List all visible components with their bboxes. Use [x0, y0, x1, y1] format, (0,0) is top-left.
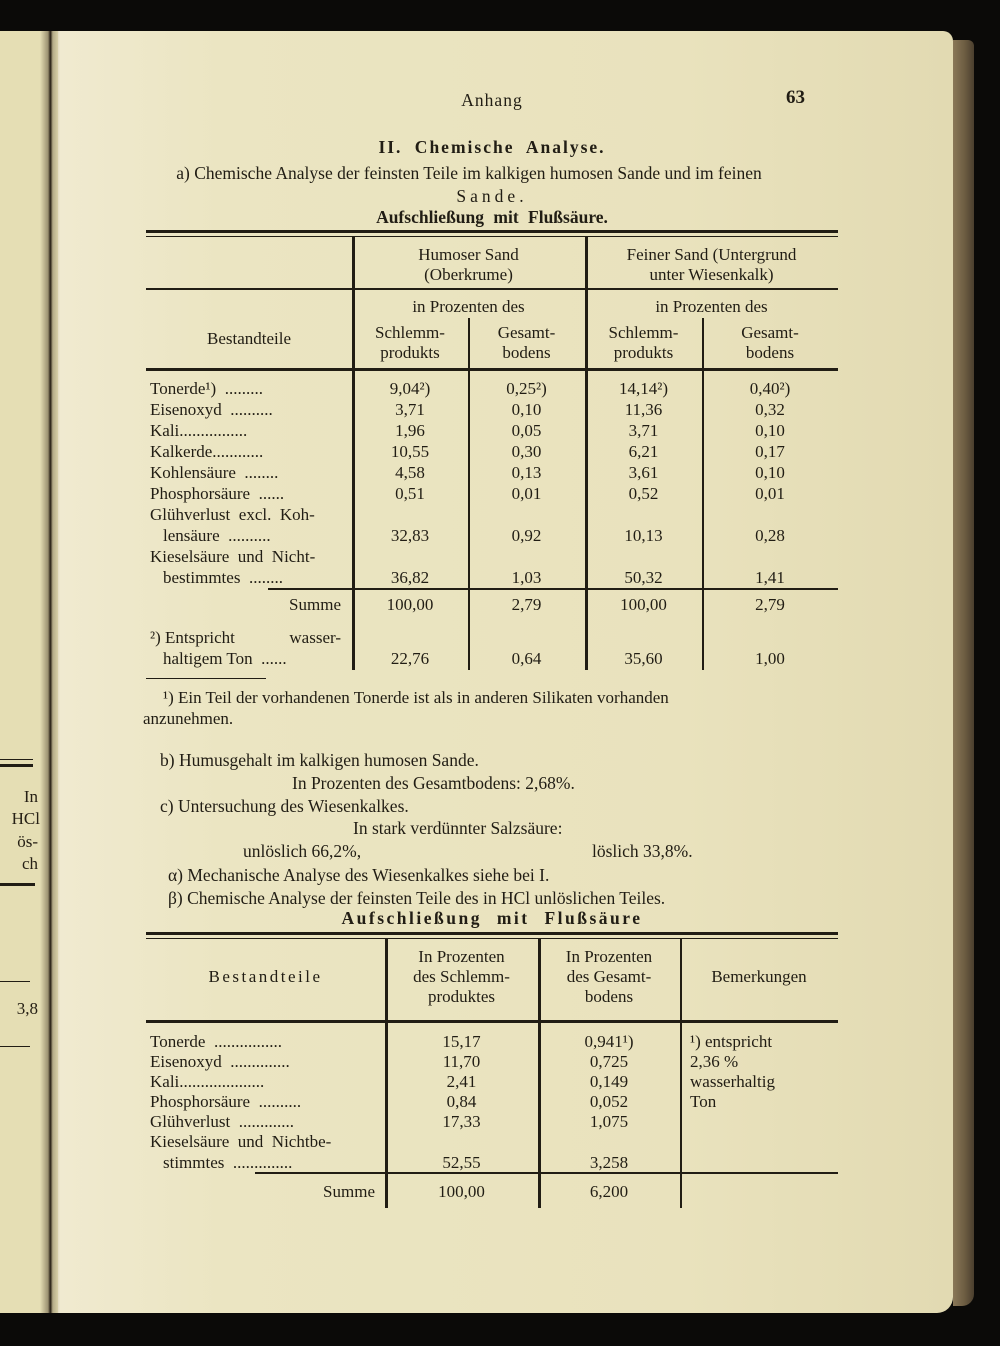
- table-row: [146, 378, 838, 399]
- cell-value: 0,01: [511, 484, 542, 503]
- note-label: wasser-: [289, 628, 341, 647]
- table-note-row: [146, 627, 838, 648]
- cell-value: 11,70: [442, 1052, 481, 1071]
- cell-value: 0,28: [755, 526, 785, 545]
- section-c-soluble: löslich 33,8%.: [592, 841, 693, 861]
- cell-value: 32,83: [390, 526, 430, 545]
- cell-value: 1,41: [755, 568, 785, 587]
- footnote-1-line2: anzunehmen.: [143, 709, 234, 728]
- table-summe-row: [146, 1181, 838, 1201]
- summe-label: Summe: [289, 595, 341, 614]
- cell-value: 3,61: [628, 463, 659, 482]
- cell-value: 0,13: [511, 463, 542, 482]
- cell-value: 100,00: [386, 595, 434, 614]
- cell-value: 100,00: [620, 595, 667, 614]
- cell-value: 11,36: [624, 400, 663, 419]
- table-row: [146, 441, 838, 462]
- cell-value: 1,075: [589, 1112, 629, 1131]
- table1-group2-header: Feiner Sand (Untergrund: [626, 245, 797, 264]
- table2-col2-header: In Prozenten: [418, 947, 505, 966]
- table-row: [146, 1091, 838, 1111]
- section-beta: β) Chemische Analyse der feinsten Teile des in HCl unlöslichen Teiles.: [168, 888, 666, 908]
- cell-value: 0,92: [511, 526, 542, 545]
- cell-value: 22,76: [390, 649, 430, 668]
- section-c-detail: In stark verdünnter Salzsäure:: [353, 818, 563, 838]
- table-summe-row: [146, 594, 838, 615]
- cell-value: 0,17: [755, 442, 785, 461]
- table1-top-rule2: [146, 236, 838, 237]
- table2-col3-header3: bodens: [584, 987, 634, 1006]
- cell-value: 3,71: [628, 421, 659, 440]
- table1-subcol2b: bodens: [502, 343, 551, 362]
- cell-value: 1,00: [755, 649, 785, 668]
- table2-summe-rule: [255, 1172, 838, 1174]
- table1-subcol1: Schlemm-: [375, 323, 445, 342]
- cell-value: 0,51: [395, 484, 425, 503]
- table-row: [146, 1131, 838, 1151]
- table2-body-rule: [146, 1020, 838, 1023]
- table1-percent-header2: in Prozenten des: [655, 297, 768, 316]
- left-page-rule: [0, 764, 33, 767]
- cell-value: 0,40²): [749, 379, 791, 398]
- cell-value: 0,05: [511, 421, 542, 440]
- cell-value: 2,41: [446, 1072, 477, 1091]
- table2-col4-header: Bemerkungen: [711, 967, 807, 986]
- table1-top-rule: [146, 230, 838, 233]
- footnote-1-line1: ¹) Ein Teil der vorhandenen Tonerde ist als in anderen Silikaten vorhanden: [163, 688, 669, 707]
- table2-col3-header: In Prozenten: [565, 947, 653, 966]
- cell-value: 4,58: [395, 463, 425, 482]
- table-row: [146, 546, 838, 567]
- section-c-insoluble: unlöslich 66,2%,: [243, 841, 362, 861]
- cell-value: 17,33: [442, 1112, 481, 1131]
- table1-group1-header: Humoser Sand: [418, 245, 519, 264]
- subheading-a-line2: Sande.: [456, 186, 528, 206]
- cell-value: 0,10: [511, 400, 542, 419]
- cell-value: 0,32: [755, 400, 785, 419]
- section-b: b) Humusgehalt im kalkigen humosen Sande.: [160, 750, 479, 770]
- section-c: c) Untersuchung des Wiesenkalkes.: [160, 796, 409, 816]
- cell-value: 0,64: [511, 649, 542, 668]
- left-page-text-fragment: HCl: [11, 809, 40, 828]
- table1-body-rule: [146, 368, 838, 371]
- left-page-rule: [0, 981, 30, 982]
- row-label: stimmtes ..............: [163, 1153, 293, 1172]
- row-label: Kohlensäure ........: [150, 463, 279, 482]
- table2-top-rule2: [146, 938, 838, 939]
- cell-value: 1,96: [395, 421, 425, 440]
- table-row: [146, 1111, 838, 1131]
- running-header: Anhang: [461, 90, 523, 110]
- remark: wasserhaltig: [690, 1072, 775, 1091]
- cell-value: 3,71: [395, 400, 425, 419]
- table-row: [146, 1051, 838, 1071]
- table1-summe-rule: [268, 588, 838, 590]
- table2-top-rule: [146, 932, 838, 935]
- cell-value: 0,01: [755, 484, 785, 503]
- table-row: [146, 567, 838, 588]
- table1-group1-header2: (Oberkrume): [424, 265, 513, 284]
- table1-bestandteile-header: Bestandteile: [206, 329, 292, 348]
- table1-group2-header2: unter Wiesenkalk): [649, 265, 774, 284]
- row-label: Kali....................: [150, 1072, 265, 1091]
- subheading-a-line1: a) Chemische Analyse der feinsten Teile im kalkigen humosen Sande und im feinen: [176, 163, 762, 183]
- row-label: Kieselsäure und Nicht-: [150, 547, 316, 566]
- cell-value: 0,149: [589, 1072, 629, 1091]
- cell-value: 2,79: [511, 595, 542, 614]
- table-row: [146, 504, 838, 525]
- cell-value: 0,10: [755, 463, 785, 482]
- row-label: Glühverlust .............: [150, 1112, 295, 1131]
- cell-value: 6,200: [589, 1182, 629, 1201]
- cell-value: 14,14²): [618, 379, 668, 398]
- cell-value: 15,17: [442, 1032, 481, 1051]
- cell-value: 10,55: [390, 442, 430, 461]
- table1-subcol3: Schlemm-: [608, 323, 679, 342]
- row-label: Eisenoxyd ..............: [150, 1052, 290, 1071]
- table1-percent-header1: in Prozenten des: [412, 297, 525, 316]
- cell-value: 0,725: [589, 1052, 629, 1071]
- cell-value: 0,941¹): [584, 1032, 634, 1051]
- cell-value: 0,052: [589, 1092, 629, 1111]
- table-row: [146, 1031, 838, 1051]
- section-heading: II. Chemische Analyse.: [378, 137, 606, 157]
- table2-col2-header2: des Schlemm-: [413, 967, 510, 986]
- summe-label: Summe: [323, 1182, 375, 1201]
- cell-value: 100,00: [438, 1182, 485, 1201]
- table2-col3-header2: des Gesamt-: [566, 967, 652, 986]
- table2-col2-header3: produktes: [427, 987, 496, 1006]
- table-row: [146, 1152, 838, 1172]
- note-label: haltigem Ton ......: [163, 649, 287, 668]
- table1-subcol1b: produkts: [380, 343, 440, 362]
- table2-col1-header: Bestandteile: [208, 967, 323, 986]
- left-page-rule: [0, 759, 33, 760]
- row-label: Tonerde¹) .........: [150, 379, 263, 398]
- row-label: Kieselsäure und Nichtbe-: [150, 1132, 332, 1151]
- cell-value: 0,84: [446, 1092, 477, 1111]
- table-row: [146, 1071, 838, 1091]
- left-page-text-fragment: ös-: [17, 832, 38, 851]
- row-label: lensäure ..........: [163, 526, 271, 545]
- cell-value: 0,25²): [506, 379, 547, 398]
- cell-value: 9,04²): [389, 379, 431, 398]
- table-row: [146, 399, 838, 420]
- table1-subcol2: Gesamt-: [497, 323, 556, 342]
- table1-header-rule: [146, 288, 838, 290]
- cell-value: 10,13: [624, 526, 663, 545]
- table-row: [146, 420, 838, 441]
- section-alpha: α) Mechanische Analyse des Wiesenkalkes siehe bei I.: [168, 865, 550, 885]
- row-label: Eisenoxyd ..........: [150, 400, 273, 419]
- remark: Ton: [690, 1092, 717, 1111]
- cell-value: 3,258: [589, 1153, 629, 1172]
- book-gutter: [40, 31, 60, 1313]
- cell-value: 35,60: [624, 649, 663, 668]
- footnote-separator: [146, 678, 266, 679]
- cell-value: 6,21: [628, 442, 659, 461]
- table1-subcol4b: bodens: [745, 343, 795, 362]
- cell-value: 1,03: [511, 568, 542, 587]
- cell-value: 0,52: [628, 484, 659, 503]
- cell-value: 36,82: [390, 568, 430, 587]
- table-note-row: [146, 648, 838, 669]
- cell-value: 0,30: [511, 442, 542, 461]
- table1-subcol4: Gesamt-: [741, 323, 799, 342]
- cell-value: 2,79: [755, 595, 785, 614]
- table1-subcol3b: produkts: [613, 343, 674, 362]
- row-label: Glühverlust excl. Koh-: [150, 505, 315, 524]
- table2-title: Aufschließung mit Flußsäure: [341, 908, 643, 928]
- note-label: ²) Entspricht: [150, 628, 235, 647]
- table-row: [146, 483, 838, 504]
- row-label: Kali................: [150, 421, 248, 440]
- cell-value: 50,32: [624, 568, 663, 587]
- table-row: [146, 462, 838, 483]
- table-row: [146, 525, 838, 546]
- row-label: Phosphorsäure ......: [150, 484, 285, 503]
- left-page-text-fragment: ch: [21, 854, 38, 873]
- section-b-detail: In Prozenten des Gesamtbodens: 2,68%.: [292, 773, 575, 793]
- page-edge: [953, 40, 974, 1306]
- page-number: 63: [786, 87, 805, 108]
- method-line: Aufschließung mit Flußsäure.: [376, 207, 608, 227]
- remark: 2,36 %: [690, 1052, 739, 1071]
- row-label: Kalkerde............: [150, 442, 264, 461]
- cell-value: 52,55: [442, 1153, 481, 1172]
- row-label: Phosphorsäure ..........: [150, 1092, 302, 1111]
- left-page-text-fragment: In: [23, 787, 38, 806]
- row-label: Tonerde ................: [150, 1032, 282, 1051]
- left-page-rule: [0, 883, 35, 886]
- remark: ¹) entspricht: [690, 1032, 773, 1051]
- left-page-text-fragment: 3,8: [16, 999, 38, 1018]
- cell-value: 0,10: [755, 421, 785, 440]
- left-page-rule: [0, 1046, 30, 1047]
- row-label: bestimmtes ........: [163, 568, 283, 587]
